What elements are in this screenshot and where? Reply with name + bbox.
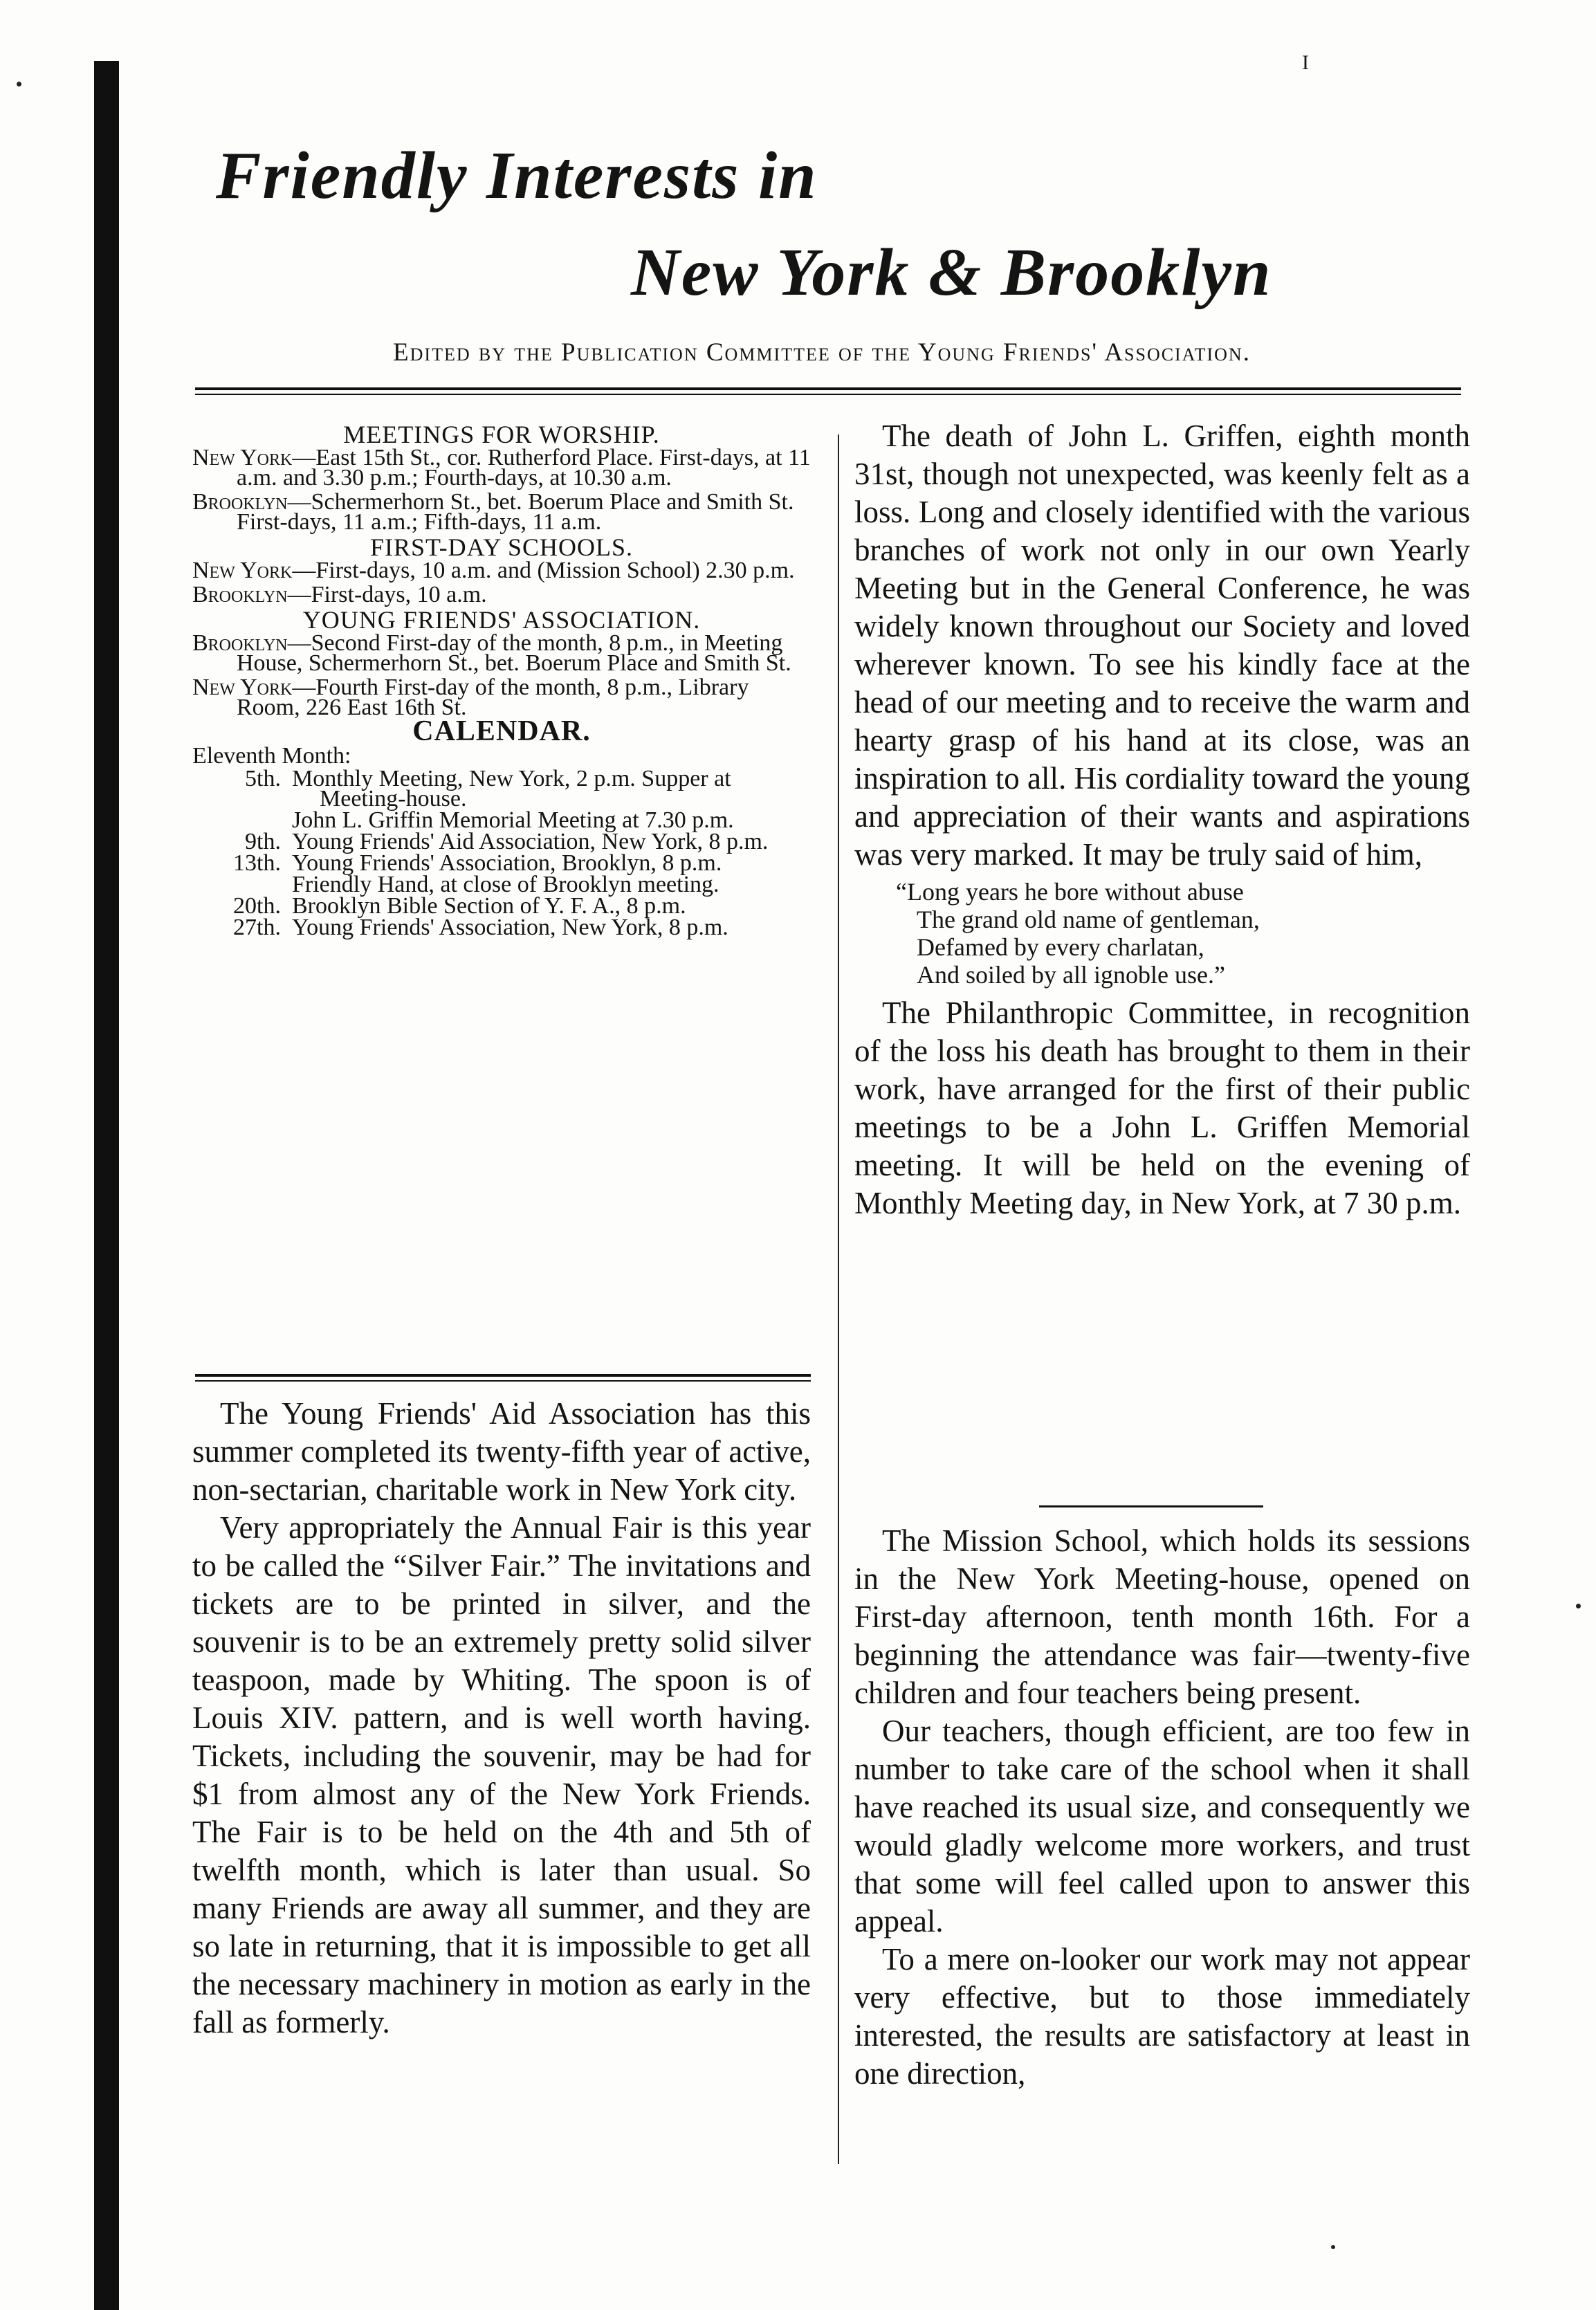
article-paragraph: The death of John L. Griffen, eighth month 31st, though not unexpected, was keenly felt as a loss. Long and closely identified with the various branches of work not only in our own Yearly Meeting but in the General Conference, he was widely known throughout our Society and loved wherever known. To see his kindly face at the head of our meeting and to receive the warm and hearty grasp of his hand at its close, was an inspiration to all. His cordiality toward the young and appreciation of their wants and aspirations was very marked. It may be truly said of him, [854, 419, 1470, 872]
calendar-item [192, 807, 811, 833]
calendar-month: Eleventh Month: [192, 743, 351, 769]
announcements [192, 421, 811, 940]
entry-place: Brooklyn [192, 582, 288, 607]
calendar-day: 9th. [245, 829, 281, 854]
masthead-title-line1: Friendly Interests in [216, 138, 818, 213]
calendar-item [192, 850, 811, 876]
calendar-day [192, 874, 292, 895]
poem-line: “Long years he bore without abuse [896, 878, 1244, 906]
poem-line: Defamed by every charlatan, [917, 933, 1204, 961]
announcements-end-rule [195, 1374, 811, 1382]
column-rule [838, 434, 839, 2164]
article-paragraph: The Philanthropic Committee, in recognition of the loss his death has brought to them in their work, have arranged for the first of their public meetings to be a John L. Griffen Memorial meeting. It will be held on the evening of Monthly Meeting day, in New York, at 7 30 p.m. [854, 996, 1470, 1220]
calendar-item [192, 915, 811, 940]
entry-text: —East 15th St., cor. Rutherford Place. First-days, at 11 a.m. and 3.30 p.m.; Fourth-days, at 10.30 a.m. [237, 445, 811, 491]
schools-heading: FIRST-DAY SCHOOLS. [369, 533, 634, 561]
calendar-day: 27th. [233, 915, 281, 940]
print-speck [1576, 1604, 1581, 1608]
calendar-day: 5th. [245, 766, 281, 791]
schools-entry [192, 582, 811, 607]
article-paragraph: Very appropriately the Annual Fair is this year to be called the “Silver Fair.” The invitations and tickets are to be printed in silver, and the souvenir is to be an extremely pretty solid silver teaspoon, made by Whiting. The spoon is of Louis XIV. pattern, and is well worth having. Tickets, including the souvenir, may be had for $1 from almost any of the New York Friends. The Fair is to be held on the 4th and 5th of twelfth month, which is later than usual. So many Friends are away all summer, and they are so late in returning, that it is impossible to get all the necessary machinery in motion as early in the fall as formerly. [192, 1510, 811, 2039]
calendar-heading: CALENDAR. [412, 715, 591, 747]
section-rule [1039, 1505, 1263, 1507]
calendar-item [192, 829, 811, 854]
calendar-item [192, 874, 811, 895]
calendar-day [192, 810, 292, 830]
entry-place: New York [192, 675, 293, 700]
calendar-event: Brooklyn Bible Section of Y. F. A., 8 p.m. [292, 893, 686, 919]
worship-entry [192, 489, 811, 535]
calendar-day: 20th. [233, 893, 281, 919]
calendar-event: Monthly Meeting, New York, 2 p.m. Supper at Meeting-house. [292, 766, 731, 812]
aid-association-article [192, 1395, 811, 2042]
article-paragraph: The Young Friends' Aid Association has this summer completed its twenty-fifth year of active, non-sectarian, charitable work in New York city. [192, 1396, 811, 1507]
calendar-day: 13th. [233, 850, 281, 876]
folio-mark: I [1302, 51, 1309, 74]
entry-place: Brooklyn [192, 630, 288, 656]
calendar-item [192, 766, 811, 812]
article-paragraph: To a mere on-looker our work may not appear very effective, but to those immediately interested, the results are satisfactory at least in one direction, [854, 1942, 1470, 2091]
entry-text: —First-days, 10 a.m. and (Mission School) 2.30 p.m. [292, 558, 795, 583]
print-speck [17, 82, 21, 86]
poem-line: And soiled by all ignoble use.” [917, 961, 1225, 989]
binding-edge [94, 61, 119, 2310]
worship-heading: MEETINGS FOR WORSHIP. [343, 421, 660, 448]
right-column [854, 417, 1470, 2091]
print-speck [1331, 2245, 1335, 2249]
article-paragraph: The Mission School, which holds its sessions in the New York Meeting-house, opened on First-day afternoon, tenth month 16th. For a beginning the attendance was fair—twenty-five children and four teachers being present. [854, 1523, 1470, 1710]
entry-place: Brooklyn [192, 489, 288, 515]
calendar-event: Young Friends' Aid Association, New York, 8 p.m. [292, 829, 769, 854]
worship-entry [192, 445, 811, 491]
calendar-event: Young Friends' Association, Brooklyn, 8 p.m. [292, 850, 722, 876]
obituary-article [854, 417, 1470, 1222]
calendar-event: Young Friends' Association, New York, 8 p.m. [292, 915, 728, 940]
entry-text: —Second First-day of the month, 8 p.m., in Meeting House, Schermerhorn St., bet. Boerum Place and Smith St. [237, 630, 791, 676]
mission-school-article [854, 1522, 1470, 2093]
poem-quote [896, 878, 1470, 989]
masthead-title-line2: New York & Brooklyn [631, 235, 1272, 310]
calendar-event: John L. Griffin Memorial Meeting at 7.30 p.m. [292, 807, 734, 833]
entry-text: —First-days, 10 a.m. [287, 582, 487, 607]
masthead-rule [195, 387, 1461, 395]
article-paragraph: Our teachers, though efficient, are too few in number to take care of the school when it shall have reached its usual size, and consequently we would gladly welcome more workers, and trust that some will feel called upon to answer this appeal. [854, 1714, 1470, 1938]
entry-text: —Fourth First-day of the month, 8 p.m., Library Room, 226 East 16th St. [237, 675, 749, 720]
masthead-subtitle: Edited by the Publication Committee of the Young Friends' Association. [393, 338, 1251, 367]
association-entry [192, 675, 811, 720]
poem-line: The grand old name of gentleman, [917, 906, 1260, 933]
schools-entry [192, 558, 811, 583]
calendar-item [192, 893, 811, 919]
entry-text: —Schermerhorn St., bet. Boerum Place and Smith St. First-days, 11 a.m.; Fifth-days, 11 a.m. [237, 489, 794, 535]
entry-place: New York [192, 558, 293, 583]
association-heading: YOUNG FRIENDS' ASSOCIATION. [302, 606, 701, 634]
calendar-event: Friendly Hand, at close of Brooklyn meeting. [292, 872, 719, 897]
association-entry [192, 630, 811, 676]
entry-place: New York [192, 445, 293, 470]
